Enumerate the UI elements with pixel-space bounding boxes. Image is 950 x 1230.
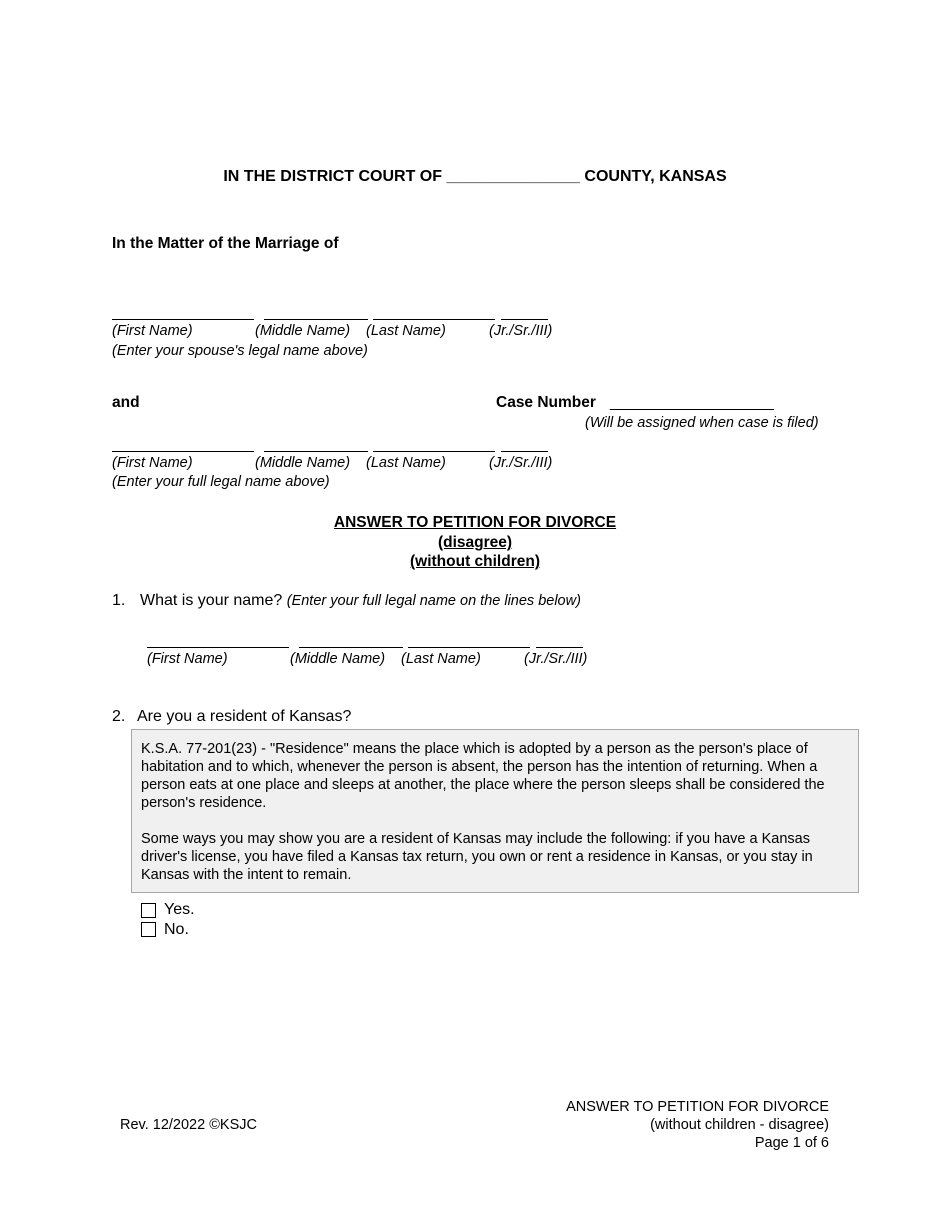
matter-heading: In the Matter of the Marriage of xyxy=(112,235,339,252)
document-title-line2: (disagree) xyxy=(437,534,513,551)
spouse-first-label: (First Name) xyxy=(112,323,193,339)
self-last-name-line[interactable] xyxy=(373,451,495,452)
resident-yes-checkbox[interactable] xyxy=(141,903,156,918)
revision-note: Rev. 12/2022 ©KSJC xyxy=(120,1117,257,1133)
self-first-label: (First Name) xyxy=(112,455,193,471)
self-last-label: (Last Name) xyxy=(366,455,446,471)
case-number-note: (Will be assigned when case is filed) xyxy=(585,415,819,431)
question-2-number: 2. xyxy=(112,708,126,725)
page-number: Page 1 of 6 xyxy=(754,1135,829,1151)
self-middle-name-line[interactable] xyxy=(264,451,368,452)
q1-last-name-line[interactable] xyxy=(408,647,530,648)
spouse-last-label: (Last Name) xyxy=(366,323,446,339)
q1-middle-name-line[interactable] xyxy=(299,647,403,648)
spouse-last-name-line[interactable] xyxy=(373,319,495,320)
self-middle-label: (Middle Name) xyxy=(255,455,351,471)
residence-examples: Some ways you may show you are a resident of Kansas may include the following: if you have a Kansas driver's license, you have filed a Kansas tax return, you own or rent a residence in Kansas, or you stay in Kansas with the intent to remain. xyxy=(141,831,813,883)
spouse-name-note: (Enter your spouse's legal name above) xyxy=(112,343,368,359)
question-1-text: What is your name? xyxy=(140,592,283,609)
question-1-hint: (Enter your full legal name on the lines below) xyxy=(286,593,581,609)
q1-first-name-line[interactable] xyxy=(147,647,289,648)
spouse-middle-label: (Middle Name) xyxy=(255,323,351,339)
case-number-blank[interactable]: ___________________ xyxy=(610,394,774,411)
resident-no-label: No. xyxy=(164,921,189,938)
spouse-suffix-line[interactable] xyxy=(501,319,548,320)
resident-yes-label: Yes. xyxy=(164,901,195,918)
document-title-3 xyxy=(0,553,950,571)
footer-form-title: ANSWER TO PETITION FOR DIVORCE xyxy=(566,1099,829,1115)
residence-info-box xyxy=(131,729,859,893)
county-blank[interactable]: _______________ xyxy=(446,168,580,185)
spouse-middle-name-line[interactable] xyxy=(264,319,368,320)
self-suffix-line[interactable] xyxy=(501,451,548,452)
court-header xyxy=(0,168,950,186)
document-title-line3: (without children) xyxy=(409,553,540,570)
q1-middle-label: (Middle Name) xyxy=(290,651,386,667)
document-title-line1: ANSWER TO PETITION FOR DIVORCE xyxy=(333,514,617,531)
document-title-2 xyxy=(0,534,950,552)
document-title xyxy=(0,514,950,532)
self-suffix-label: (Jr./Sr./III) xyxy=(489,455,553,471)
q1-suffix-line[interactable] xyxy=(536,647,583,648)
resident-no-checkbox[interactable] xyxy=(141,922,156,937)
q1-first-label: (First Name) xyxy=(147,651,228,667)
spouse-suffix-label: (Jr./Sr./III) xyxy=(489,323,553,339)
and-label: and xyxy=(112,394,140,411)
footer-form-subtitle: (without children - disagree) xyxy=(650,1117,829,1133)
self-first-name-line[interactable] xyxy=(112,451,254,452)
court-suffix: COUNTY, KANSAS xyxy=(584,168,727,185)
court-prefix: IN THE DISTRICT COURT OF xyxy=(223,168,443,185)
question-1-number: 1. xyxy=(112,592,126,609)
self-name-note: (Enter your full legal name above) xyxy=(112,474,330,490)
spouse-first-name-line[interactable] xyxy=(112,319,254,320)
residence-definition: K.S.A. 77-201(23) - "Residence" means the place which is adopted by a person as the person's place of habitation and to which, whenever the person is absent, the person has the intention of returning. When a person eats at one place and sleeps at another, the place where the person sleeps shall be considered the person's residence. xyxy=(141,741,825,811)
q1-suffix-label: (Jr./Sr./III) xyxy=(524,651,588,667)
case-number-label: Case Number xyxy=(496,394,596,411)
question-1 xyxy=(140,592,581,610)
question-2-text: Are you a resident of Kansas? xyxy=(137,708,352,725)
q1-last-label: (Last Name) xyxy=(401,651,481,667)
